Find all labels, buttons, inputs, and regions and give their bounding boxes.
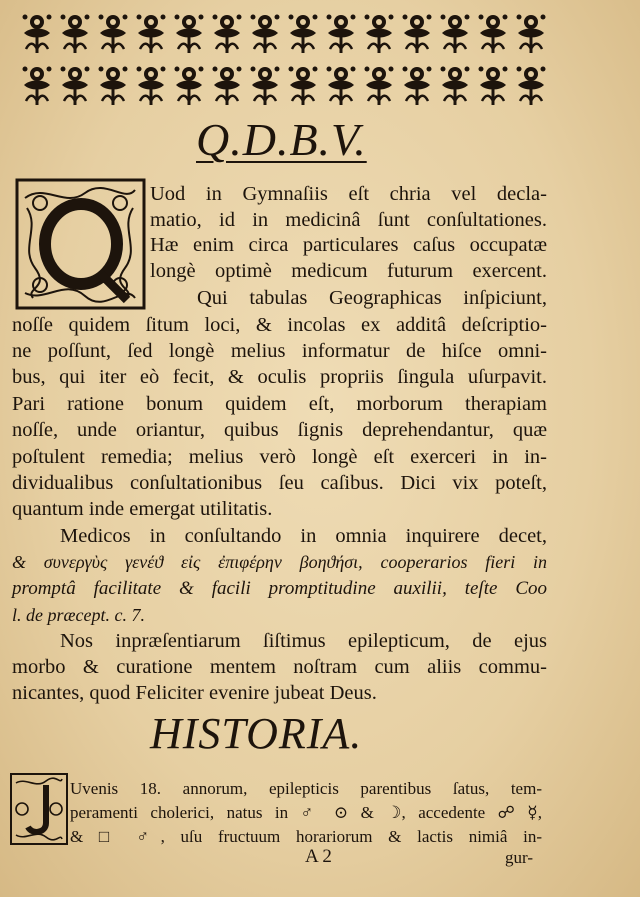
svg-text:Q: Q [77,250,85,261]
text-line: & συνεργὺς γενέϑ εἰς ἐπιφέρην βοηϑήσι, cooperarios fieri in [12,552,547,572]
text-line: matio, id in medicinâ ſunt conſultationes. [150,209,547,231]
ornament-fleuron [398,58,436,110]
ornament-fleuron [208,6,246,58]
page-signature: A 2 [305,846,332,867]
ornament-fleuron [284,6,322,58]
text-line: Pari ratione bonum quidem eſt, morborum therapiam [12,393,547,415]
ornament-fleuron [18,58,56,110]
text-line: poſtulent remedia; melius verò longè eſt exerceri in in- [12,446,547,468]
ornament-fleuron [56,58,94,110]
text-line: Hæ enim circa particulares caſus occupatæ [150,234,547,256]
ornament-fleuron [474,6,512,58]
ornament-fleuron [322,58,360,110]
text-line: longè optimè medicum futurum exercent. [150,260,547,282]
catchword: gur- [505,848,533,867]
section-heading: HISTORIA. [150,709,363,758]
text-line: bus, qui iter eò fecit, & oculis propriis ſingula uſurpavit. [12,366,547,388]
ornament-band [18,6,550,110]
ornament-fleuron [436,6,474,58]
text-line: Medicos in conſultando in omnia inquirere decet, [60,525,547,547]
text-line: peramenti cholerici, natus in ♂ ⊙ & ☽, accedente ☍ ☿, [70,803,542,822]
ornament-fleuron [512,6,550,58]
text-line: quantum inde emergat utilitatis. [12,498,273,520]
ornament-fleuron [398,6,436,58]
text-line: Nos inpræſentiarum ſiſtimus epilepticum, de ejus [60,630,547,652]
decorated-initial [15,178,146,310]
text-line: Uod in Gymnaſiis eſt chria vel decla- [150,183,547,205]
ornament-fleuron [56,6,94,58]
text-line: morbo & curatione mentem noſtram cum aliis commu- [12,656,547,678]
text-line: l. de præcept. c. 7. [12,605,145,625]
ornament-fleuron [132,58,170,110]
ornament-fleuron [94,58,132,110]
text-line: ne poſſunt, ſed longè melius informatur de hiſce omni- [12,340,547,362]
ornament-fleuron [132,6,170,58]
ornament-fleuron [436,58,474,110]
ornament-fleuron [512,58,550,110]
section-decorated-initial [10,773,68,845]
ornament-fleuron [208,58,246,110]
ornament-fleuron [246,6,284,58]
ornament-fleuron [474,58,512,110]
text-line: nicantes, quod Feliciter evenire jubeat Deus. [12,682,377,704]
text-line: Qui tabulas Geographicas inſpiciunt, [197,287,547,309]
page-heading: Q.D.B.V. [196,114,367,165]
text-line: Uvenis 18. annorum, epilepticis parentibus ſatus, tem- [70,779,542,798]
ornament-fleuron [94,6,132,58]
ornament-fleuron [360,58,398,110]
text-line: promptâ facilitate & facili promptitudine auxilii, teſte Coo [12,578,547,599]
text-line: noſſe, unde oriantur, quibus ſignis deprehendantur, quæ [12,419,547,441]
ornament-fleuron [170,58,208,110]
ornament-fleuron [170,6,208,58]
ornament-fleuron [322,6,360,58]
text-line: noſſe quidem ſitum loci, & incolas ex additâ deſcriptio- [12,314,547,336]
ornament-fleuron [246,58,284,110]
text-line: & □ ♂, uſu fructuum horariorum & lactis nimiâ in- [70,827,542,846]
ornament-fleuron [360,6,398,58]
ornament-fleuron [284,58,322,110]
ornament-fleuron [18,6,56,58]
text-line: dividualibus conſultationibus ſeu caſibus. Dici vix poteſt, [12,472,547,494]
